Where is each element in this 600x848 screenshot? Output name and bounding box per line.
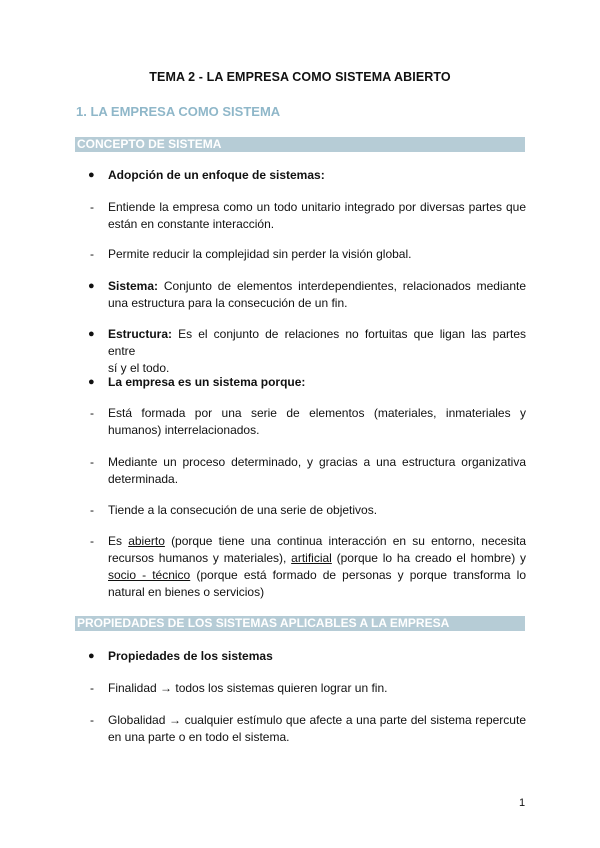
definition: Conjunto de elementos interdependientes, relacionados mediante (158, 279, 526, 293)
line (108, 550, 526, 567)
dash-item-entiende (108, 199, 526, 233)
text: recursos humanos y materiales), (108, 551, 292, 565)
line: Mediante un proceso determinado, y gracias a una estructura organizativa (108, 455, 526, 469)
term: Sistema: (108, 279, 159, 293)
dash-item-tiende: Tiende a la consecución de una serie de objetivos. (108, 503, 378, 517)
line: natural en bienes o servicios) (108, 585, 265, 599)
dash-marker: - (90, 200, 94, 214)
dash-item-formada (108, 405, 526, 439)
line: están en constante interacción. (108, 217, 275, 231)
subsection-band-concepto: CONCEPTO DE SISTEMA (75, 137, 525, 152)
term-socio-tecnico: socio - técnico (108, 568, 191, 582)
dash-marker: - (90, 681, 94, 695)
line: humanos) interrelacionados. (108, 423, 260, 437)
page-number: 1 (519, 797, 526, 809)
line: sí y el todo. (108, 361, 170, 375)
dash-marker: - (90, 503, 94, 517)
line: en una parte o en todo el sistema. (108, 730, 290, 744)
bullet-item-estructura (108, 326, 526, 377)
line (108, 567, 526, 584)
text: Es (108, 534, 129, 548)
dash-item-es (108, 533, 526, 601)
dash-item-globalidad (108, 712, 526, 746)
term: Estructura: (108, 327, 173, 341)
bullet-item-propiedades: Propiedades de los sistemas (108, 649, 273, 663)
text: (porque lo ha creado el hombre) y (331, 551, 526, 565)
section-heading: 1. LA EMPRESA COMO SISTEMA (76, 104, 281, 119)
line (108, 326, 526, 360)
line: Está formada por una serie de elementos (materiales, inmateriales y (108, 406, 526, 420)
term-abierto: abierto (128, 534, 165, 548)
dash-marker: - (90, 247, 94, 261)
dash-marker: - (90, 713, 94, 727)
bullet-item-enfoque: Adopción de un enfoque de sistemas: (108, 168, 325, 182)
line: una estructura para la consecución de un fin. (108, 296, 348, 310)
bullet-icon: ● (88, 280, 95, 292)
text: (porque está formado de personas y porque transforma lo (190, 568, 527, 582)
dash-item-permite: Permite reducir la complejidad sin perder la visión global. (108, 247, 412, 261)
line: determinada. (108, 472, 179, 486)
bullet-item-sistema (108, 278, 526, 312)
dash-item-finalidad: Finalidad → todos los sistemas quieren lograr un fin. (108, 681, 388, 695)
definition: Es el conjunto de relaciones no fortuitas que ligan las partes entre (108, 327, 526, 358)
line (108, 533, 526, 550)
text: (porque tiene una continua interacción en su entorno, necesita (164, 534, 527, 548)
dash-marker: - (90, 534, 94, 548)
bullet-icon: ● (88, 328, 95, 340)
term-artificial: artificial (291, 551, 332, 565)
dash-item-mediante (108, 454, 526, 488)
bullet-icon: ● (88, 376, 95, 388)
line (108, 278, 526, 295)
line: Globalidad → cualquier estímulo que afecte a una parte del sistema repercute (108, 713, 526, 727)
dash-marker: - (90, 406, 94, 420)
subsection-band-propiedades: PROPIEDADES DE LOS SISTEMAS APLICABLES A LA EMPRESA (75, 616, 525, 631)
bullet-icon: ● (88, 169, 95, 181)
document-title: TEMA 2 - LA EMPRESA COMO SISTEMA ABIERTO (149, 70, 451, 84)
bullet-item-empresa: La empresa es un sistema porque: (108, 375, 306, 389)
line: Entiende la empresa como un todo unitario integrado por diversas partes que (108, 200, 526, 214)
dash-marker: - (90, 455, 94, 469)
bullet-icon: ● (88, 650, 95, 662)
